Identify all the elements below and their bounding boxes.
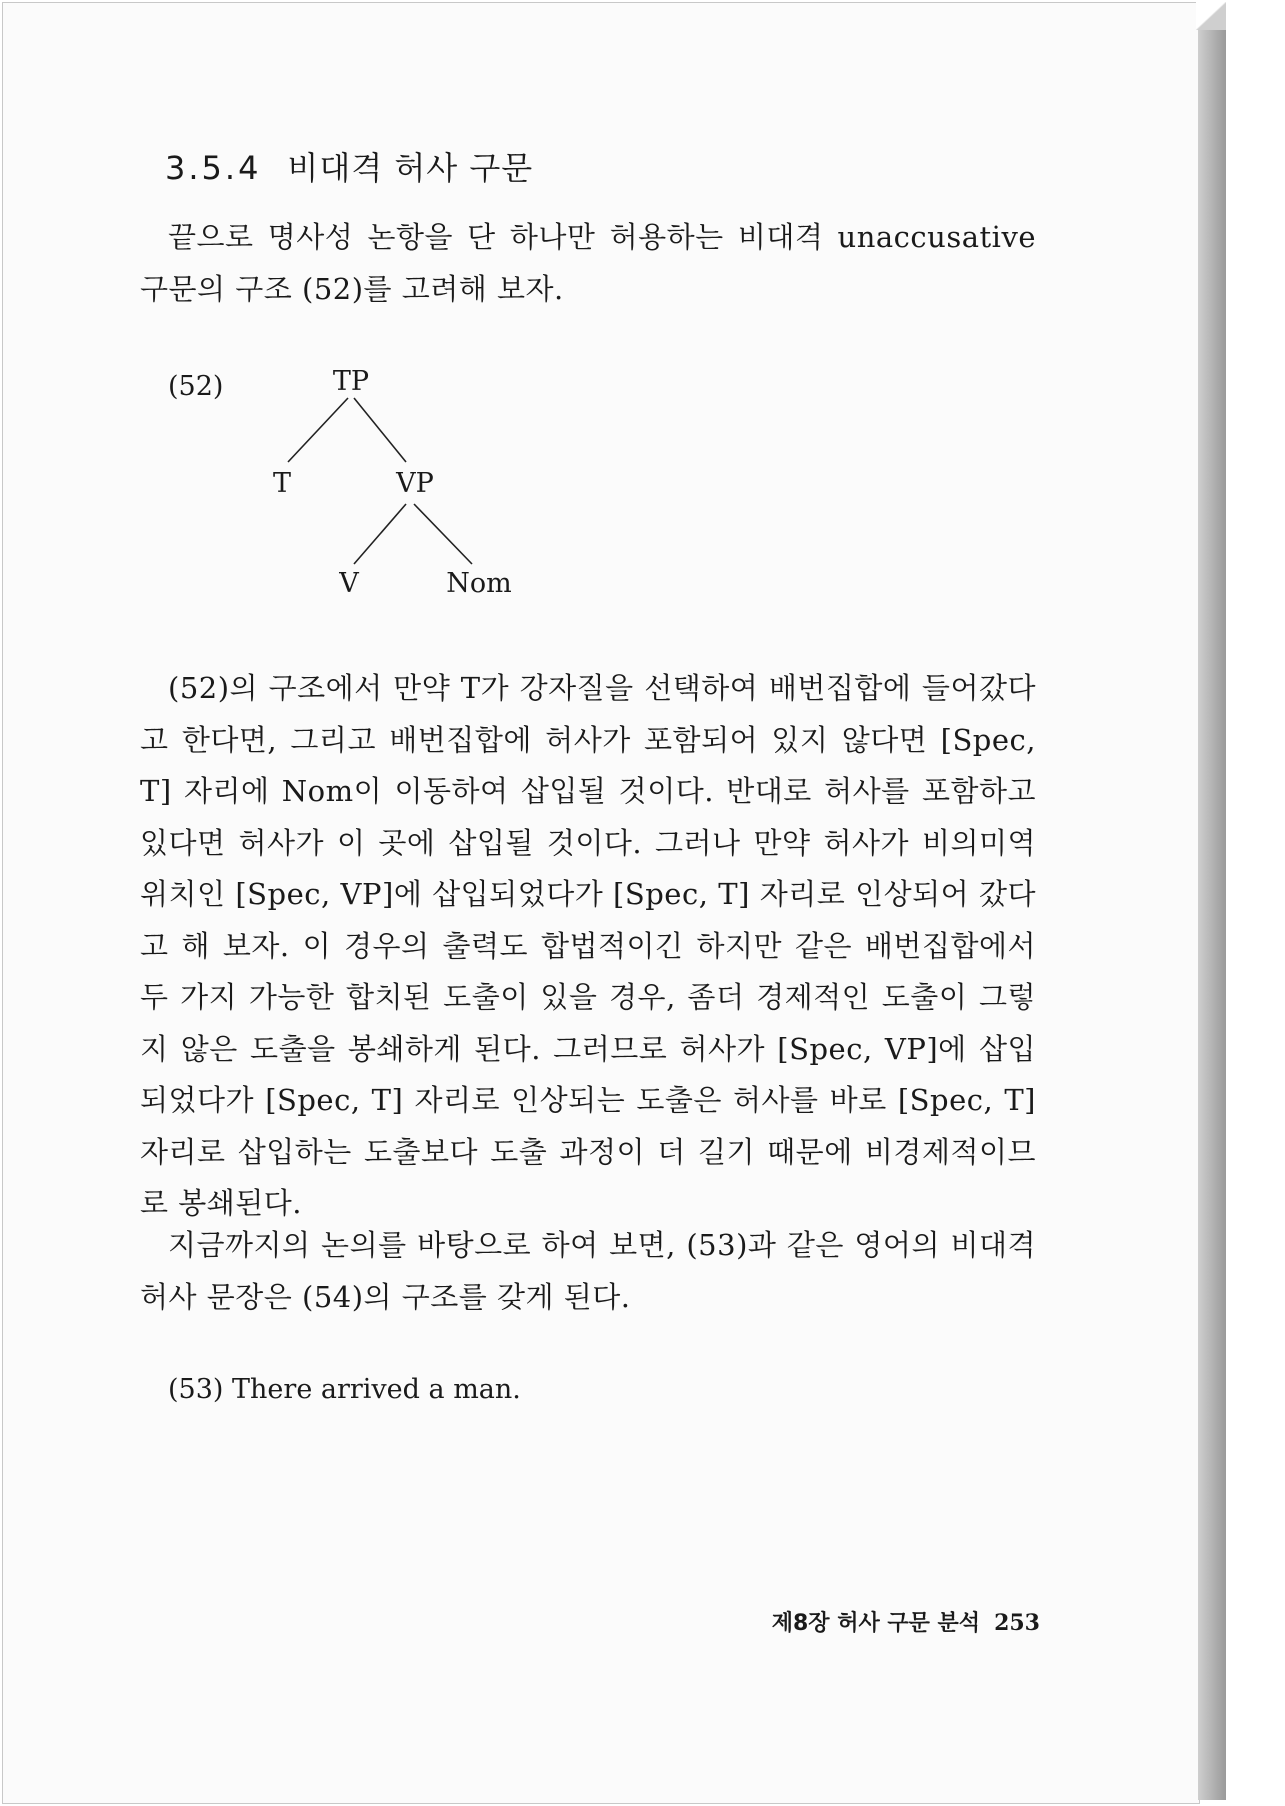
example-53 bbox=[168, 1374, 521, 1405]
running-footer bbox=[772, 1606, 1040, 1637]
node-nom: Nom bbox=[446, 568, 512, 599]
example-53-sentence: There arrived a man. bbox=[232, 1374, 521, 1405]
branch-tp-vp bbox=[354, 398, 406, 462]
paragraph-2: (52)의 구조에서 만약 T가 강자질을 선택하여 배번집합에 들어갔다고 한다면, 그리고 배번집합에 허사가 포함되어 있지 않다면 [Spec, T] 자리에 Nom이 이동하여 삽입될 것이다. 반대로 허사를 포함하고 있다면 허사가 이 곳에 삽입될 것이다. 그러나 만약 허사가 비의미역 위치인 [Spec, VP]에 삽입되었다가 [Spec, T] 자리로 인상되어 갔다고 해 보자. 이 경우의 출력도 합법적이긴 하지만 같은 배번집합에서 두 가지 가능한 합치된 도출이 있을 경우, 좀더 경제적인 도출이 그렇지 않은 도출을 봉쇄하게 된다. 그러므로 허사가 [Spec, VP]에 삽입되었다가 [Spec, T] 자리로 인상되는 도출은 허사를 바로 [Spec, T] 자리로 삽입하는 도출보다 도출 과정이 더 길기 때문에 비경제적이므로 봉쇄된다. bbox=[140, 671, 1036, 1220]
paragraph-3: 지금까지의 논의를 바탕으로 하여 보면, (53)과 같은 영어의 비대격 허사 문장은 (54)의 구조를 갖게 된다. bbox=[140, 1228, 1036, 1314]
page-stack-edge bbox=[1198, 8, 1226, 1800]
node-tp: TP bbox=[332, 366, 370, 397]
branch-vp-v bbox=[354, 504, 406, 564]
page-corner bbox=[1196, 2, 1226, 30]
branch-tp-t bbox=[288, 398, 348, 462]
branch-vp-nom bbox=[414, 504, 472, 564]
node-vp: VP bbox=[396, 468, 434, 499]
page-number: 253 bbox=[994, 1610, 1040, 1636]
syntax-tree-52 bbox=[250, 368, 570, 608]
chapter-title: 제8장 허사 구문 분석 bbox=[771, 1611, 981, 1636]
section-number: 3.5.4 bbox=[165, 149, 262, 187]
example-53-label: (53) bbox=[168, 1374, 224, 1405]
section-heading bbox=[165, 143, 533, 189]
section-title: 비대격 허사 구문 bbox=[287, 149, 534, 187]
example-52-label: (52) bbox=[168, 371, 224, 402]
paragraph-1: 끝으로 명사성 논항을 단 하나만 허용하는 비대격 unaccusative 구문의 구조 (52)를 고려해 보자. bbox=[140, 220, 1036, 306]
right-margin bbox=[1226, 0, 1285, 1806]
node-v: V bbox=[339, 568, 359, 599]
node-t: T bbox=[272, 468, 292, 499]
